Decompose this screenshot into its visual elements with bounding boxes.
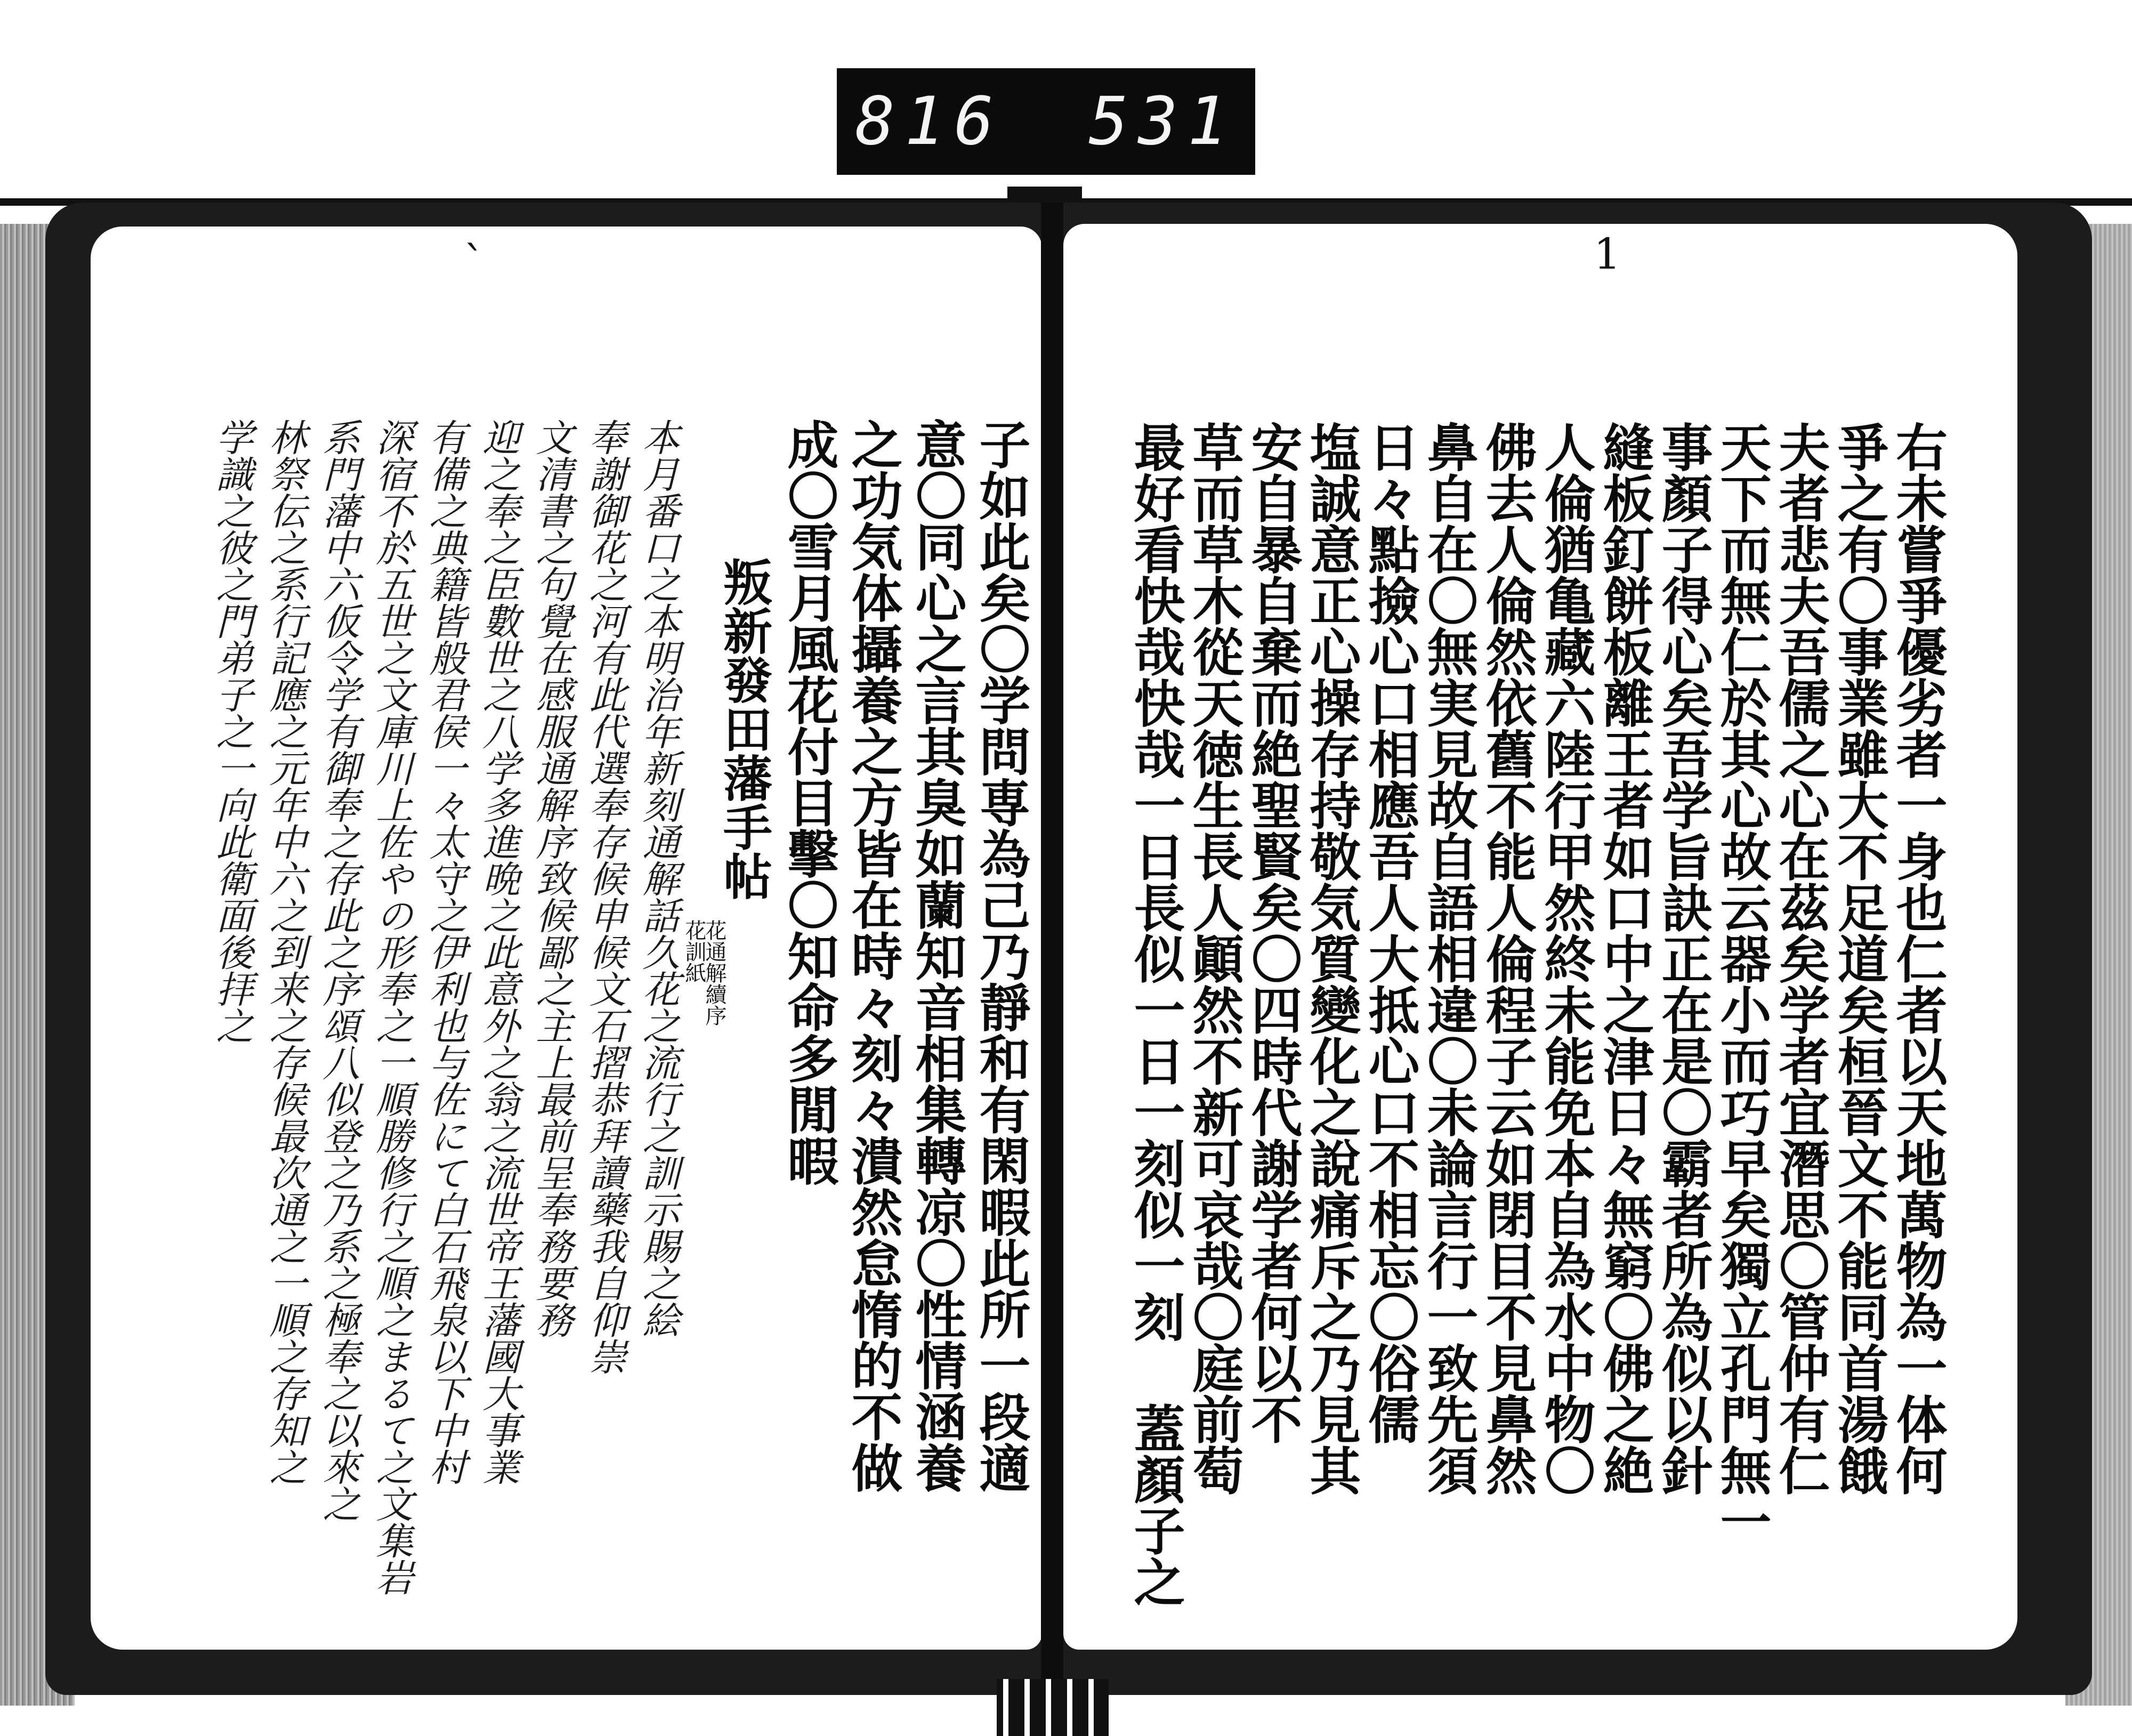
left-title-note-1: 花通解續序: [702, 919, 726, 1026]
left-page-mark: `: [464, 237, 485, 287]
right-column-7: 人倫猶亀藏六陸行甲然終未能免本自為水中物〇: [1536, 421, 1596, 1496]
right-page: [1063, 224, 2017, 1650]
left-hand-column-4: 迎之奉之臣數世之八学多進晩之此意外之翁之流世帝王藩國大事業: [477, 418, 520, 1485]
frame-number-left: 816: [855, 83, 1004, 160]
left-hand-column-9: 学識之彼之門弟子之一向此衛面後拝之: [210, 418, 254, 1044]
right-column-8: 佛去人倫然依舊不能人倫程子云如閉目不見鼻然: [1477, 421, 1538, 1496]
spine-foot-shadow: [997, 1679, 1109, 1736]
right-column-4: 天下而無仁於其心故云器小而巧早矣獨立孔門無一: [1712, 421, 1772, 1547]
right-column-6: 縫板釘餅板離王者如口中之津日々無窮〇佛之絶: [1595, 421, 1655, 1496]
frame-number-right: 531: [1088, 83, 1237, 160]
left-hand-column-3: 文清書之句覺在感服通解序致候鄙之主上最前呈奉務要務: [530, 418, 574, 1338]
left-hand-column-7: 系門藩中六仮令学有御奉之存此之序頌八似登之乃系之極奉之以來之: [317, 418, 360, 1522]
right-column-11: 塩誠意正心操存持敬気質變化之說痛斥之乃見其: [1302, 421, 1362, 1496]
left-hand-column-5: 有備之典籍皆般君侯一々太守之伊利也与佐にて白石飛泉以下中村: [423, 418, 467, 1485]
left-page: [91, 227, 1042, 1650]
left-title-note-2: 花訓紙: [682, 919, 706, 983]
right-column-3: 夫者悲夫吾儒之心在茲矣学者宜潛思〇管仲有仁: [1771, 421, 1831, 1496]
right-column-9: 鼻自在〇無実見故自語相違〇未論言行一致先須: [1419, 421, 1479, 1496]
right-column-5: 事顏子得心矣吾学旨訣正在是〇霸者所為似以針: [1653, 421, 1714, 1496]
right-column-12: 安自暴自棄而絶聖賢矣〇四時代謝学者何以不: [1243, 421, 1303, 1444]
left-main-column-2: 意〇同心之言其臭如蘭知音相集轉凉〇性情涵養: [907, 418, 967, 1493]
left-main-column-3: 之功気体攝養之方皆在時々刻々潰然怠惰的不做: [843, 418, 903, 1493]
microfilm-frame-label: [837, 68, 1255, 175]
right-page-mark: 1: [1594, 229, 1621, 279]
book-spine: [1041, 203, 1063, 1722]
right-column-13: 草而草木從天徳生長人顚然不新可哀哉〇庭前萄: [1184, 421, 1245, 1496]
left-title-column: 叛新發田藩手帖: [715, 557, 773, 900]
right-column-10: 日々點撿心口相應吾人大抵心口不相忘〇俗儒: [1360, 421, 1420, 1444]
left-hand-column-8: 林祭伝之系行記應之元年中六之到来之存候最次通之一順之存知之: [263, 418, 307, 1485]
left-main-column-1: 子如此矣〇学問専為己乃靜和有閑暇此所一段適: [971, 418, 1031, 1493]
left-hand-column-1: 本月番口之本明治年新刻通解話久花之流行之訓示賜之絵: [636, 418, 680, 1338]
left-hand-column-6: 深宿不於五世之文庫川上佐やの形奉之一順勝修行之順之まるて之文集岩: [370, 418, 414, 1595]
left-main-column-4: 成〇雪月風花付目擊〇知命多閒暇: [779, 418, 839, 1186]
right-column-2: 爭之有〇事業雖大不足道矣桓晉文不能同首湯餓: [1829, 421, 1889, 1496]
left-hand-column-2: 奉謝御花之河有此代選奉存候申候文石摺恭拜讀藥我自仰崇: [583, 418, 627, 1375]
right-column-1: 右未嘗爭優劣者一身也仁者以天地萬物為一体何: [1888, 421, 1948, 1496]
right-column-14: 最好看快哉快哉一日長似一日一刻似一刻 蓋顏子之: [1126, 421, 1186, 1607]
